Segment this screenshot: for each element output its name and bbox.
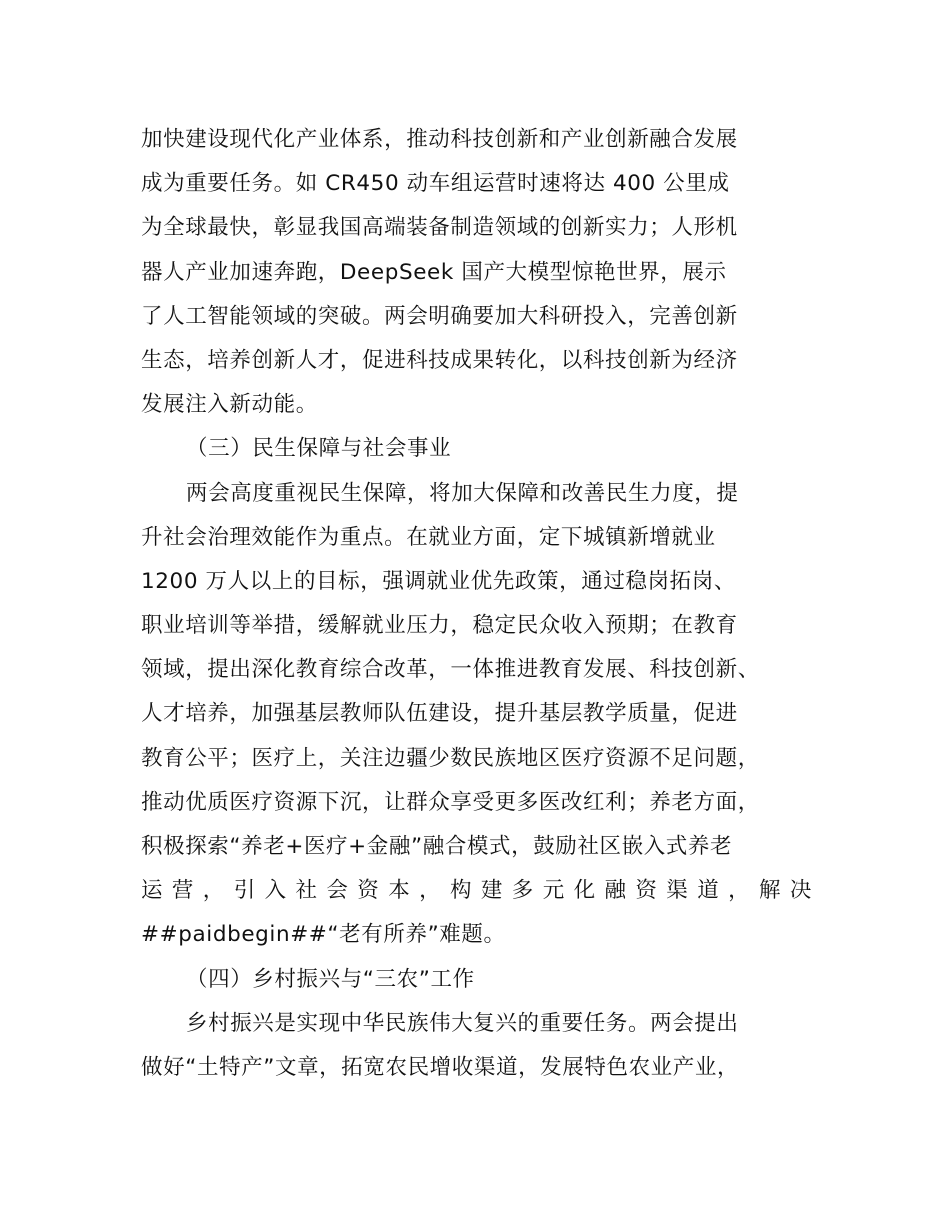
paragraph-livelihood xyxy=(141,472,821,958)
heading-line: （四）乡村振兴与“三农”工作 xyxy=(186,966,475,992)
text-line: 推动优质医疗资源下沉，让群众享受更多医改红利；养老方面， xyxy=(141,789,760,815)
text-line: 两会高度重视民生保障，将加大保障和改善民生力度，提 xyxy=(186,480,739,506)
text-line: 职业培训等举措，缓解就业压力，稳定民众收入预期；在教育 xyxy=(141,613,738,639)
heading-line: （三）民生保障与社会事业 xyxy=(186,436,452,462)
text-line: 升社会治理效能作为重点。在就业方面，定下城镇新增就业 xyxy=(141,524,716,550)
document-body xyxy=(141,118,821,1090)
paragraph-rural xyxy=(141,1002,813,1090)
text-line: 加快建设现代化产业体系，推动科技创新和产业创新融合发展 xyxy=(141,127,738,152)
text-line: 为全球最快，彰显我国高端装备制造领域的创新实力；人形机 xyxy=(141,215,738,241)
text-line: 领域，提出深化教育综合改革，一体推进教育发展、科技创新、 xyxy=(141,657,760,683)
text-line: ##paidbegin##“老有所养”难题。 xyxy=(141,922,506,948)
text-line: 器人产业加速奔跑，DeepSeek 国产大模型惊艳世界，展示 xyxy=(141,259,727,285)
paragraph-tech-innovation xyxy=(141,118,813,427)
section-heading-livelihood xyxy=(141,427,813,471)
text-line: 做好“土特产”文章，拓宽农民增收渠道，发展特色农业产业， xyxy=(141,1054,740,1080)
text-line: 积极探索“养老+医疗+金融”融合模式，鼓励社区嵌入式养老 xyxy=(141,834,733,859)
text-line: 生态，培养创新人才，促进科技成果转化，以科技创新为经济 xyxy=(141,347,738,373)
text-line: 教育公平；医疗上，关注边疆少数民族地区医疗资源不足问题， xyxy=(141,745,760,771)
text-line: 成为重要任务。如 CR450 动车组运营时速将达 400 公里成 xyxy=(141,171,730,197)
text-line: 乡村振兴是实现中华民族伟大复兴的重要任务。两会提出 xyxy=(186,1010,739,1036)
section-heading-rural xyxy=(141,958,813,1002)
text-line: 发展注入新动能。 xyxy=(141,392,318,418)
text-line: 人才培养，加强基层教师队伍建设，提升基层教学质量，促进 xyxy=(141,701,738,727)
text-line: 1200 万人以上的目标，强调就业优先政策，通过稳岗拓岗、 xyxy=(141,568,736,594)
text-line: 了人工智能领域的突破。两会明确要加大科研投入，完善创新 xyxy=(141,303,738,329)
text-line: 运营，引入社会资本，构建多元化融资渠道，解决 xyxy=(141,878,821,904)
